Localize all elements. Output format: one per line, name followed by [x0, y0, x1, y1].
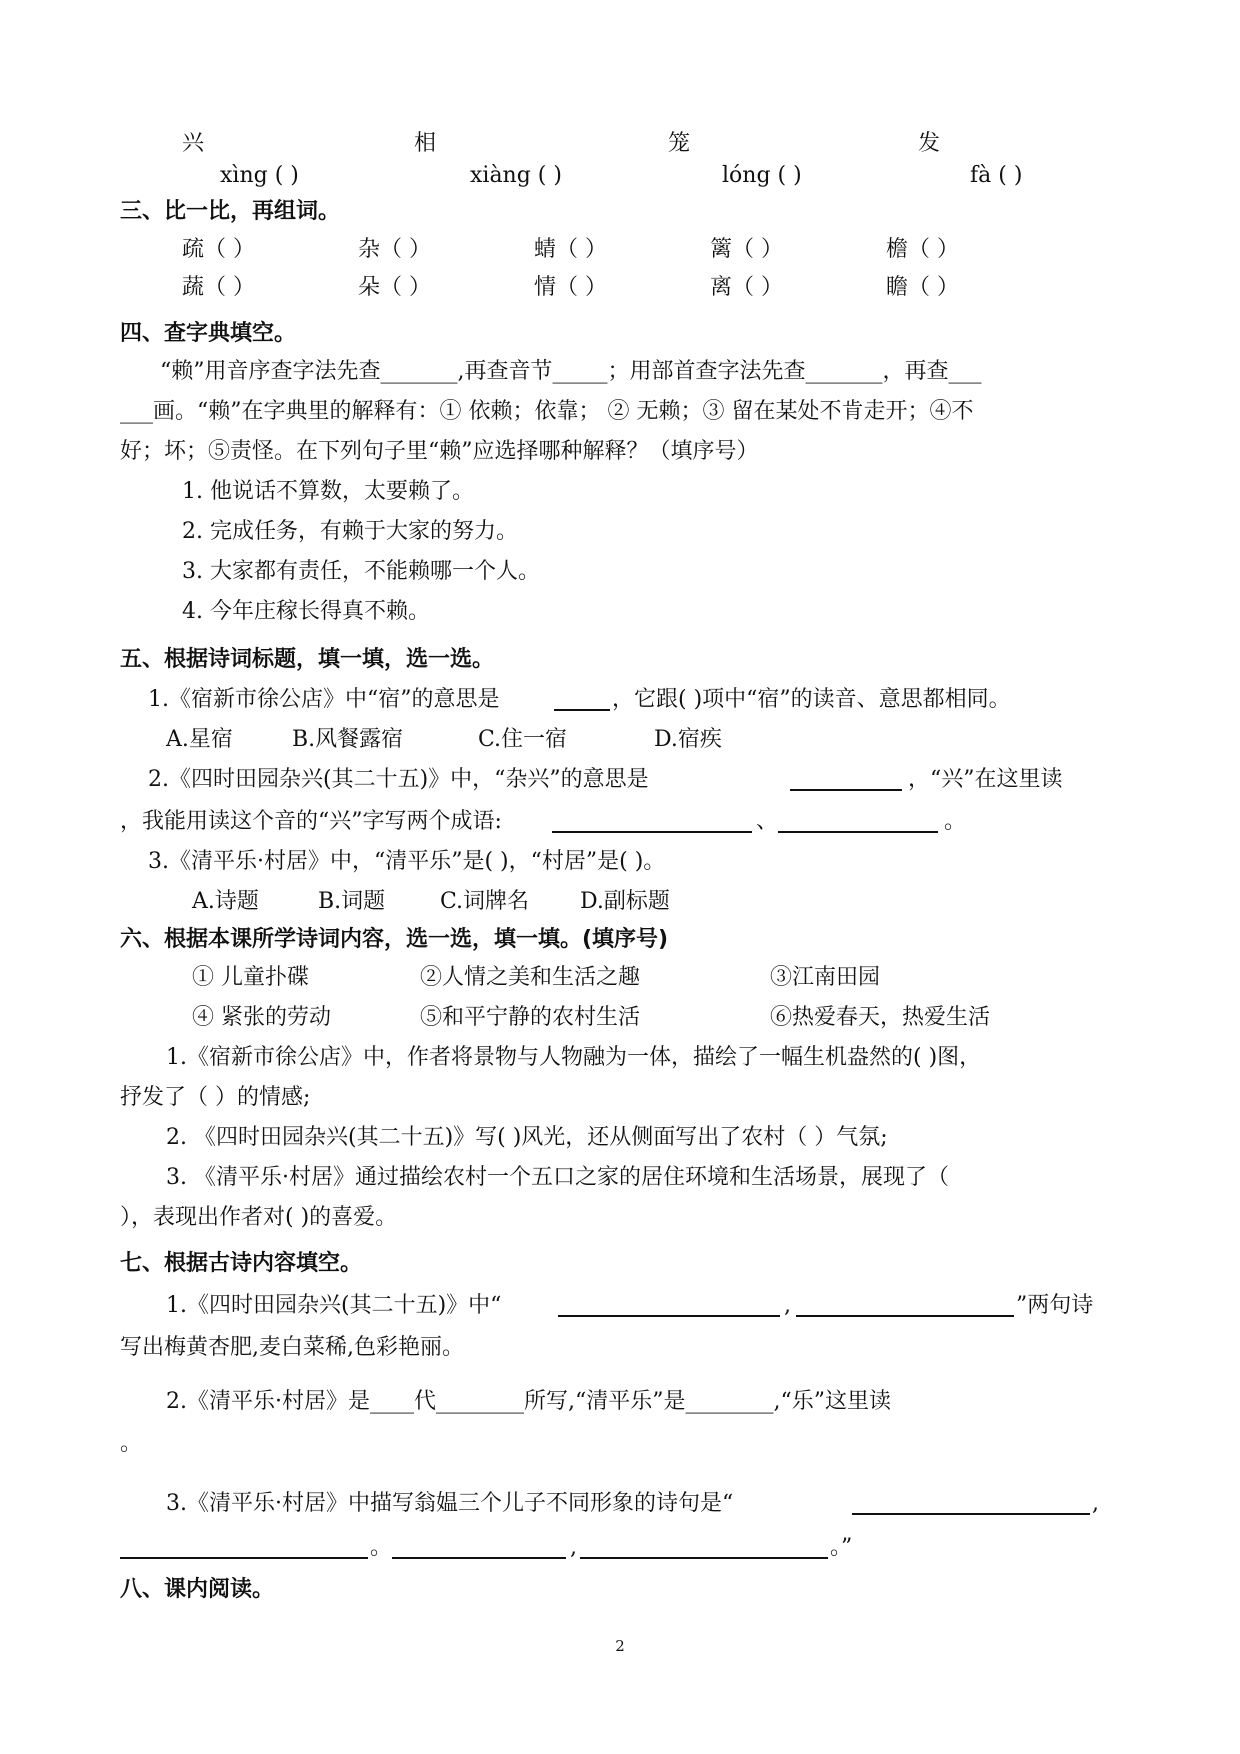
s5-q2-text: 2.《四时田园杂兴(其二十五)》中，“杂兴”的意思是 [148, 767, 649, 792]
option: B.词题 [318, 889, 386, 914]
pinyin-xing: xìng ( ) [220, 163, 299, 188]
compare-item: 情（ ） [534, 275, 607, 300]
char-long: 笼 [668, 131, 691, 156]
s7-q1-cont: 写出梅黄杏肥,麦白菜稀,色彩艳丽。 [120, 1335, 464, 1360]
s7-q1-text: 1.《四时田园杂兴(其二十五)》中“ [166, 1293, 502, 1318]
answer-blank[interactable] [790, 788, 902, 791]
option: A.星宿 [166, 727, 233, 752]
s7-q3-sep-3: , [570, 1535, 577, 1560]
answer-blank[interactable] [796, 1314, 1014, 1317]
compare-item: 篱（ ） [710, 237, 783, 262]
answer-blank[interactable] [392, 1556, 566, 1559]
answer-blank[interactable] [552, 830, 752, 833]
compare-item: 离（ ） [710, 275, 783, 300]
s5-q2-text-2: ，“兴”在这里读 [908, 767, 1063, 792]
compare-item: 蔬（ ） [182, 275, 255, 300]
s7-q3-sep-2: 。 [370, 1535, 393, 1560]
s7-q2-cont: 。 [120, 1431, 143, 1456]
dict-sentence: 1. 他说话不算数，太要赖了。 [182, 479, 474, 504]
page-number: 2 [615, 1637, 625, 1655]
choice: ⑥热爱春天，热爱生活 [770, 1005, 991, 1030]
option: A.诗题 [192, 889, 259, 914]
choice: ④ 紧张的劳动 [192, 1005, 331, 1030]
s5-q2-end: 。 [944, 809, 967, 834]
choice: ②人情之美和生活之趣 [420, 965, 641, 990]
compare-item: 檐（ ） [886, 237, 959, 262]
option: C.住一宿 [478, 727, 568, 752]
dict-sentence: 4. 今年庄稼长得真不赖。 [182, 599, 430, 624]
s5-q1-text-2: ，它跟( )项中“宿”的读音、意思都相同。 [612, 687, 1011, 712]
choice: ③江南田园 [770, 965, 881, 990]
s5-q2-sep: 、 [756, 809, 779, 834]
s6-q1: 1.《宿新市徐公店》中，作者将景物与人物融为一体，描绘了一幅生机盎然的( )图， [166, 1045, 982, 1070]
section-7-title: 七、根据古诗内容填空。 [120, 1251, 363, 1276]
answer-blank[interactable] [852, 1512, 1090, 1515]
answer-blank[interactable] [120, 1556, 368, 1559]
section-5-title: 五、根据诗词标题，填一填，选一选。 [120, 647, 495, 672]
dict-line-3: 好；坏；⑤责怪。在下列句子里“赖”应选择哪种解释？（填序号） [120, 439, 759, 464]
answer-blank[interactable] [580, 1556, 828, 1559]
s6-q2: 2. 《四时田园杂兴(其二十五)》写( )风光，还从侧面写出了农村（ ）气氛; [166, 1125, 888, 1150]
pinyin-fa: fà ( ) [970, 163, 1023, 188]
s6-q3: 3. 《清平乐·村居》通过描绘农村一个五口之家的居住环境和生活场景，展现了（ [166, 1165, 949, 1190]
section-3-title: 三、比一比，再组词。 [120, 199, 341, 224]
char-xing: 兴 [182, 131, 205, 156]
s7-q3-end: 。” [830, 1535, 853, 1560]
pinyin-xiang: xiàng ( ) [470, 163, 562, 188]
s6-q3-cont: ），表现出作者对( )的喜爱。 [120, 1205, 398, 1230]
section-4-title: 四、查字典填空。 [120, 321, 297, 346]
compare-item: 疏（ ） [182, 237, 255, 262]
option: D.宿疾 [654, 727, 722, 752]
char-xiang: 相 [414, 131, 437, 156]
s6-q1-cont: 抒发了（ ）的情感; [120, 1085, 311, 1110]
choice: ① 儿童扑碟 [192, 965, 309, 990]
choice: ⑤和平宁静的农村生活 [420, 1005, 641, 1030]
s7-q2: 2.《清平乐·村居》是____代________所写,“清平乐”是________,“乐”这里读 [166, 1389, 891, 1414]
s5-q1-text: 1.《宿新市徐公店》中“宿”的意思是 [148, 687, 500, 712]
option: D.副标题 [580, 889, 670, 914]
dict-line-1: “赖”用音序查字法先查_______,再查音节_____；用部首查字法先查_______，再查___ [160, 359, 982, 384]
s7-q1-text-2: ”两句诗 [1016, 1293, 1094, 1318]
option: B.风餐露宿 [292, 727, 404, 752]
section-6-title: 六、根据本课所学诗词内容，选一选，填一填。(填序号) [120, 927, 669, 952]
dict-sentence: 2. 完成任务，有赖于大家的努力。 [182, 519, 518, 544]
dict-line-2: ___画。“赖”在字典里的解释有：① 依赖；依靠； ② 无赖；③ 留在某处不肯走开；④不 [120, 399, 974, 424]
section-8-title: 八、课内阅读。 [120, 1577, 275, 1602]
pinyin-long: lóng ( ) [722, 163, 802, 188]
s5-q3: 3.《清平乐·村居》中，“清平乐”是( )，“村居”是( )。 [148, 849, 666, 874]
answer-blank[interactable] [558, 1314, 780, 1317]
option: C.词牌名 [440, 889, 530, 914]
dict-sentence: 3. 大家都有责任，不能赖哪一个人。 [182, 559, 540, 584]
s7-q1-sep: , [784, 1293, 791, 1318]
answer-blank[interactable] [554, 708, 610, 711]
compare-item: 朵（ ） [358, 275, 431, 300]
s5-q2-text-3: ，我能用读这个音的“兴”字写两个成语: [120, 809, 502, 834]
answer-blank[interactable] [778, 830, 938, 833]
char-fa: 发 [918, 131, 941, 156]
compare-item: 蜻（ ） [534, 237, 607, 262]
s7-q3-text: 3.《清平乐·村居》中描写翁媪三个儿子不同形象的诗句是“ [166, 1491, 734, 1516]
compare-item: 杂（ ） [358, 237, 431, 262]
compare-item: 瞻（ ） [886, 275, 959, 300]
s7-q3-sep: , [1092, 1491, 1099, 1516]
